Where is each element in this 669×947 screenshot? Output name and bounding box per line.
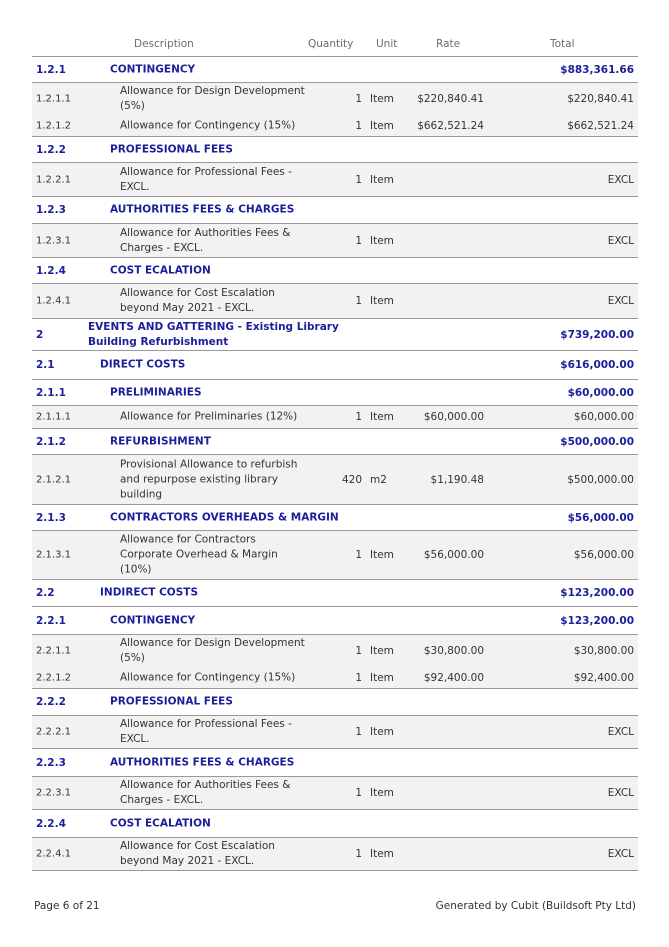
row-quantity: 1	[355, 173, 362, 186]
item-row	[32, 284, 638, 319]
row-quantity: 1	[355, 549, 362, 561]
section-row	[32, 380, 638, 406]
row-unit: Item	[370, 671, 394, 684]
row-code: 2.1	[36, 359, 55, 371]
report-page	[32, 0, 638, 947]
row-code: 2.1.3.1	[36, 549, 71, 561]
item-row	[32, 531, 638, 580]
item-row	[32, 777, 638, 810]
header-rate: Rate	[436, 38, 461, 50]
row-total: $30,800.00	[573, 645, 634, 657]
row-unit: Item	[370, 411, 394, 423]
section-row	[32, 137, 638, 163]
row-description: Allowance for Preliminaries (12%)	[120, 410, 298, 423]
row-code: 1.2.1.1	[36, 93, 71, 105]
row-description: PROFESSIONAL FEES	[110, 143, 233, 155]
row-total: EXCL	[607, 726, 634, 738]
row-total: $123,200.00	[560, 614, 634, 627]
section-row	[32, 197, 638, 224]
row-code: 1.2.2	[36, 143, 66, 156]
item-row	[32, 83, 638, 115]
row-rate: $56,000.00	[423, 549, 484, 561]
row-rate: $30,800.00	[423, 645, 484, 657]
row-total: $500,000.00	[560, 435, 634, 448]
row-description: Allowance for Contingency (15%)	[120, 671, 296, 683]
header-total: Total	[550, 38, 575, 50]
row-code: 2.2.2.1	[36, 726, 71, 738]
row-total: $739,200.00	[560, 328, 634, 341]
row-code: 2.2	[36, 587, 55, 599]
row-total: EXCL	[607, 848, 634, 860]
item-row	[32, 635, 638, 667]
item-row	[32, 667, 638, 689]
row-description: Allowance for Professional Fees - EXCL.	[120, 165, 292, 193]
row-total: $56,000.00	[573, 549, 634, 561]
row-total: $500,000.00	[567, 473, 634, 486]
row-total: $56,000.00	[567, 511, 634, 524]
row-code: 2.1.1.1	[36, 411, 71, 423]
row-description: PROFESSIONAL FEES	[110, 695, 233, 708]
section-row	[32, 580, 638, 607]
row-unit: Item	[370, 549, 394, 561]
row-unit: Item	[370, 173, 394, 186]
row-unit: Item	[370, 295, 394, 307]
row-rate: $92,400.00	[423, 671, 484, 684]
row-quantity: 1	[355, 848, 362, 860]
row-code: 2.2.3.1	[36, 787, 71, 799]
row-description: Allowance for Authorities Fees & Charges - EXCL.	[120, 226, 291, 254]
row-unit: Item	[370, 93, 394, 105]
table-header	[32, 32, 638, 57]
row-total: $662,521.24	[567, 119, 634, 132]
row-unit: Item	[370, 787, 394, 799]
header-unit: Unit	[376, 38, 398, 50]
row-quantity: 1	[355, 645, 362, 657]
row-description: CONTINGENCY	[110, 614, 196, 626]
row-total: $92,400.00	[573, 671, 634, 684]
row-code: 2.2.1	[36, 614, 66, 627]
row-unit: Item	[370, 726, 394, 738]
header-quantity: Quantity	[308, 38, 354, 50]
row-description: Allowance for Authorities Fees & Charges - EXCL.	[120, 779, 291, 806]
row-description: PRELIMINARIES	[110, 386, 202, 398]
row-total: EXCL	[607, 295, 634, 307]
section-row	[32, 351, 638, 380]
row-unit: Item	[370, 645, 394, 657]
row-description: INDIRECT COSTS	[100, 586, 199, 599]
item-row	[32, 163, 638, 197]
row-description: DIRECT COSTS	[100, 358, 186, 371]
row-code: 2.1.2.1	[36, 474, 71, 485]
row-code: 2.2.1.1	[36, 645, 71, 657]
item-row	[32, 115, 638, 137]
row-quantity: 1	[355, 671, 362, 684]
row-quantity: 1	[355, 295, 362, 307]
row-total: EXCL	[607, 173, 634, 186]
row-description: REFURBISHMENT	[110, 435, 211, 447]
row-description: Allowance for Design Development (5%)	[120, 85, 305, 112]
row-quantity: 1	[355, 787, 362, 799]
section-row	[32, 810, 638, 838]
section-row	[32, 689, 638, 716]
row-quantity: 1	[355, 726, 362, 738]
row-quantity: 1	[355, 93, 362, 105]
row-description: Allowance for Cost Escalation beyond May 2021 - EXCL.	[120, 840, 275, 867]
row-total: EXCL	[607, 234, 634, 247]
row-code: 1.2.3	[36, 204, 66, 216]
row-unit: Item	[370, 234, 394, 247]
row-unit: Item	[370, 848, 394, 860]
row-description: COST ECALATION	[110, 264, 211, 276]
row-unit: Item	[370, 119, 394, 132]
item-row	[32, 838, 638, 871]
header-description: Description	[134, 38, 194, 50]
row-rate: $60,000.00	[423, 411, 484, 423]
row-description: Allowance for Professional Fees - EXCL.	[120, 718, 292, 745]
row-description: Allowance for Design Development (5%)	[120, 637, 305, 664]
row-quantity: 1	[355, 119, 362, 132]
section-row	[32, 749, 638, 777]
row-total: $60,000.00	[573, 411, 634, 423]
page-number: Page 6 of 21	[34, 900, 100, 912]
section-row	[32, 505, 638, 531]
row-code: 1.2.4.1	[36, 295, 71, 307]
item-row	[32, 455, 638, 505]
row-rate: $220,840.41	[417, 93, 484, 105]
generator-credit: Generated by Cubit (Buildsoft Pty Ltd)	[435, 900, 636, 912]
row-description: AUTHORITIES FEES & CHARGES	[110, 756, 295, 768]
row-total: $60,000.00	[567, 386, 634, 399]
row-description: Allowance for Cost Escalation beyond May 2021 - EXCL.	[120, 287, 275, 314]
row-code: 2.2.4.1	[36, 848, 71, 860]
row-code: 2.1.3	[36, 511, 66, 524]
row-code: 1.2.2.1	[36, 174, 71, 185]
row-quantity: 1	[355, 234, 362, 247]
row-description: CONTINGENCY	[110, 63, 196, 75]
item-row	[32, 716, 638, 749]
row-rate: $662,521.24	[417, 119, 484, 132]
row-code: 2.2.2	[36, 696, 66, 708]
item-row	[32, 406, 638, 429]
row-total: EXCL	[607, 787, 634, 799]
row-description: Allowance for Contingency (15%)	[120, 119, 296, 131]
row-code: 1.2.4	[36, 264, 66, 277]
row-total: $883,361.66	[560, 63, 634, 76]
row-code: 2.1.1	[36, 386, 66, 399]
row-description: EVENTS AND GATTERING - Existing Library Building Refurbishment	[88, 320, 339, 348]
row-code: 1.2.3.1	[36, 235, 71, 246]
row-code: 2	[36, 328, 44, 341]
row-quantity: 420	[341, 473, 362, 486]
section-row	[32, 607, 638, 635]
row-code: 1.2.1	[36, 63, 66, 76]
row-code: 2.2.4	[36, 817, 66, 830]
row-code: 2.2.1.2	[36, 672, 71, 683]
row-description: Allowance for Contractors Corporate Overhead & Margin (10%)	[120, 533, 278, 576]
section-row	[32, 258, 638, 284]
section-row	[32, 319, 638, 351]
section-row	[32, 429, 638, 455]
row-description: Provisional Allowance to refurbish and repurpose existing library building	[120, 458, 298, 500]
row-quantity: 1	[355, 411, 362, 423]
item-row	[32, 224, 638, 258]
row-code: 1.2.1.2	[36, 120, 71, 131]
row-code: 2.1.2	[36, 435, 66, 448]
row-total: $220,840.41	[567, 93, 634, 105]
row-code: 2.2.3	[36, 756, 66, 769]
row-total: $123,200.00	[560, 587, 634, 599]
row-rate: $1,190.48	[430, 473, 484, 486]
row-total: $616,000.00	[560, 359, 634, 371]
row-description: CONTRACTORS OVERHEADS & MARGIN	[110, 511, 339, 523]
section-row	[32, 57, 638, 83]
row-unit: m2	[370, 473, 387, 486]
row-description: AUTHORITIES FEES & CHARGES	[110, 203, 295, 216]
row-description: COST ECALATION	[110, 817, 211, 829]
